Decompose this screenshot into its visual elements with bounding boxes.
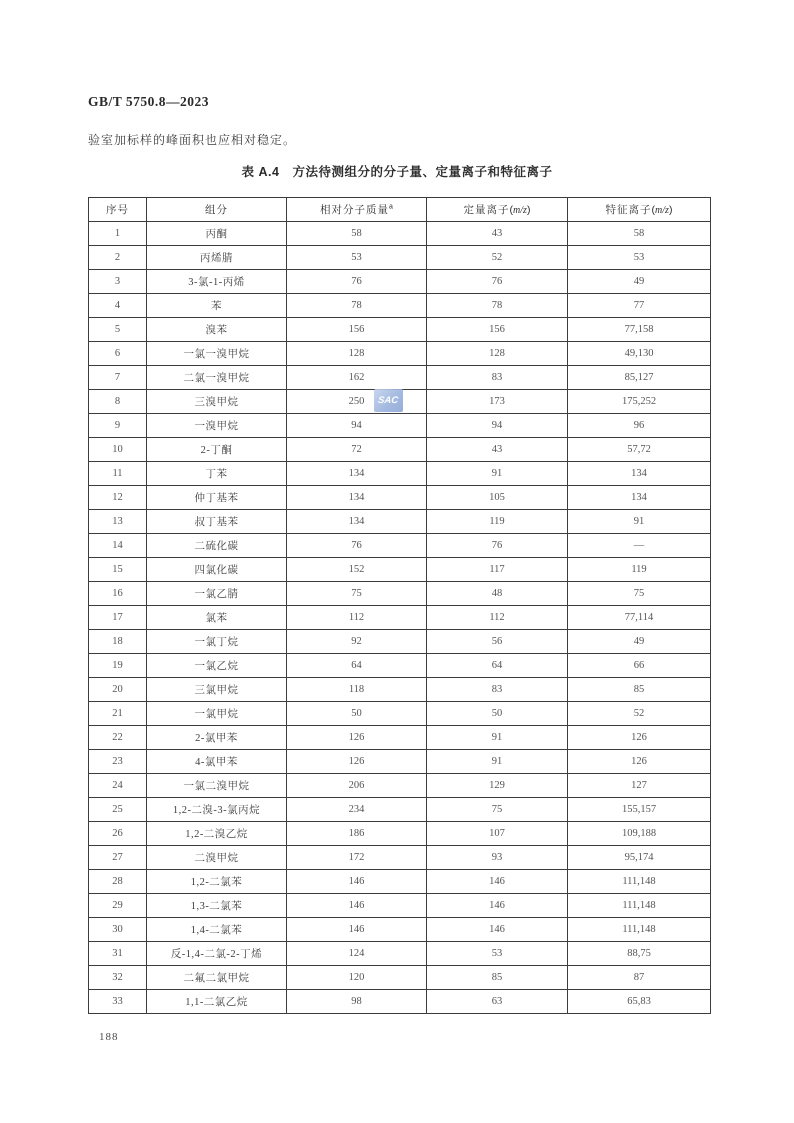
table-cell: 85,127 [568,366,711,390]
table-cell: 128 [427,342,568,366]
table-cell: 152 [287,558,427,582]
table-cell: 75 [568,582,711,606]
table-cell: 75 [427,798,568,822]
table-cell: 124 [287,942,427,966]
table-cell: 76 [427,534,568,558]
table-cell: 49 [568,270,711,294]
table-cell: 78 [427,294,568,318]
table-row [89,678,711,702]
table-cell: 53 [287,246,427,270]
table-row [89,942,711,966]
table-cell: 二溴甲烷 [147,846,287,870]
table-title: 表 A.4 方法待测组分的分子量、定量离子和特征离子 [241,165,553,179]
table-header-row [89,198,711,222]
table-cell: 155,157 [568,798,711,822]
table-cell: 19 [89,654,147,678]
table-row [89,534,711,558]
table-row [89,318,711,342]
table-cell: 一氯一溴甲烷 [147,342,287,366]
table-cell: 83 [427,366,568,390]
table-cell: 75 [287,582,427,606]
table-cell: 2-氯甲苯 [147,726,287,750]
table-cell: 28 [89,870,147,894]
table-cell: 三氯甲烷 [147,678,287,702]
table-cell: 50 [427,702,568,726]
table-header [89,198,711,222]
table-cell: 23 [89,750,147,774]
table-cell: 33 [89,990,147,1014]
table-row [89,750,711,774]
table-cell: 13 [89,510,147,534]
table-cell: 6 [89,342,147,366]
table-cell: 32 [89,966,147,990]
table-cell: 53 [427,942,568,966]
table-cell: 91 [568,510,711,534]
table-row [89,486,711,510]
table-cell: 3 [89,270,147,294]
table-cell: 134 [568,486,711,510]
table-cell: 二氯一溴甲烷 [147,366,287,390]
table-cell: 一氯乙烷 [147,654,287,678]
table-row [89,846,711,870]
table-row [89,726,711,750]
table-cell: 30 [89,918,147,942]
table-cell: 5 [89,318,147,342]
table-cell: 88,75 [568,942,711,966]
table-cell: 91 [427,726,568,750]
table-cell: 1,1-二氯乙烷 [147,990,287,1014]
table-cell: 43 [427,222,568,246]
table-cell: 77,114 [568,606,711,630]
table-cell: 56 [427,630,568,654]
table-row [89,510,711,534]
table-cell: 134 [287,462,427,486]
table-cell: 1,3-二氯苯 [147,894,287,918]
table-cell: 66 [568,654,711,678]
table-cell: 16 [89,582,147,606]
table-cell: 156 [427,318,568,342]
table-cell: 129 [427,774,568,798]
table-cell: 48 [427,582,568,606]
table-cell: 叔丁基苯 [147,510,287,534]
table-cell: 91 [427,750,568,774]
table-row [89,606,711,630]
table-cell: 一氯二溴甲烷 [147,774,287,798]
table-row [89,822,711,846]
table-cell: 9 [89,414,147,438]
table-cell: 丙酮 [147,222,287,246]
table-cell: 一溴甲烷 [147,414,287,438]
table-cell: 2 [89,246,147,270]
table-cell: 76 [287,534,427,558]
table-cell: 43 [427,438,568,462]
table-cell: 146 [427,870,568,894]
table-row [89,414,711,438]
table-cell: 146 [427,894,568,918]
table-cell: 118 [287,678,427,702]
table-cell: 83 [427,678,568,702]
table-cell: 二硫化碳 [147,534,287,558]
table-row [89,966,711,990]
components-ions-table [88,197,711,1014]
table-cell: 64 [287,654,427,678]
table-cell: 57,72 [568,438,711,462]
table-cell: 22 [89,726,147,750]
table-cell: 1,2-二溴-3-氯丙烷 [147,798,287,822]
table-cell: 111,148 [568,894,711,918]
table-cell: 12 [89,486,147,510]
table-cell: 49 [568,630,711,654]
table-cell: 92 [287,630,427,654]
table-header-cell: 特征离子(m/z) [568,198,711,222]
table-cell: 仲丁基苯 [147,486,287,510]
table-cell: 105 [427,486,568,510]
table-cell: 21 [89,702,147,726]
table-cell: 126 [568,726,711,750]
table-row [89,774,711,798]
table-row [89,894,711,918]
table-cell: 85 [568,678,711,702]
table-row [89,870,711,894]
table-cell: 250 [287,390,427,414]
page-number: 188 [99,1031,119,1043]
table-cell: 134 [568,462,711,486]
table-cell: 85 [427,966,568,990]
table-cell: 65,83 [568,990,711,1014]
table-cell: 50 [287,702,427,726]
sac-watermark-logo [374,389,403,412]
table-cell: 206 [287,774,427,798]
table-row [89,918,711,942]
table-cell: 111,148 [568,870,711,894]
table-cell: 10 [89,438,147,462]
table-cell: 3-氯-1-丙烯 [147,270,287,294]
table-cell: 一氯乙腈 [147,582,287,606]
table-cell: 119 [427,510,568,534]
table-cell: 氯苯 [147,606,287,630]
table-cell: 反-1,4-二氯-2-丁烯 [147,942,287,966]
table-cell: 25 [89,798,147,822]
table-row [89,630,711,654]
table-cell: 109,188 [568,822,711,846]
table-cell: 1,2-二氯苯 [147,870,287,894]
table-cell: 87 [568,966,711,990]
table-cell: 111,148 [568,918,711,942]
table-cell: 234 [287,798,427,822]
table-cell: 29 [89,894,147,918]
table-cell: 丁苯 [147,462,287,486]
table-row [89,270,711,294]
table-cell: 一氯甲烷 [147,702,287,726]
table-row [89,462,711,486]
table-cell: 17 [89,606,147,630]
table-cell: 112 [427,606,568,630]
table-cell: 1,4-二氯苯 [147,918,287,942]
table-body [89,222,711,1014]
table-cell: 76 [287,270,427,294]
table-cell: 120 [287,966,427,990]
table-cell: 146 [287,870,427,894]
table-cell: 52 [427,246,568,270]
table-row [89,342,711,366]
table-cell: 77,158 [568,318,711,342]
table-cell: 一氯丁烷 [147,630,287,654]
table-cell: 162 [287,366,427,390]
table-row [89,582,711,606]
table-row [89,798,711,822]
table-cell: 117 [427,558,568,582]
table-cell: 丙烯腈 [147,246,287,270]
table-cell: 128 [287,342,427,366]
table-cell: 95,174 [568,846,711,870]
table-header-cell: 相对分子质量$^a$ [287,198,427,222]
table-cell: — [568,534,711,558]
intro-paragraph: 验室加标样的峰面积也应相对稳定。 [88,133,297,147]
table-cell: 二氟二氯甲烷 [147,966,287,990]
table-cell: 126 [287,750,427,774]
standard-number: GB/T 5750.8—2023 [88,94,210,109]
table-cell: 93 [427,846,568,870]
sac-watermark-text: SAC [377,394,400,406]
table-cell: 1 [89,222,147,246]
table-cell: 72 [287,438,427,462]
table-row [89,990,711,1014]
table-cell: 31 [89,942,147,966]
table-cell: 134 [287,510,427,534]
table-cell: 苯 [147,294,287,318]
table-row [89,222,711,246]
table-cell: 64 [427,654,568,678]
table-cell: 76 [427,270,568,294]
table-cell: 63 [427,990,568,1014]
table-cell: 53 [568,246,711,270]
table-row [89,702,711,726]
table-header-cell: 定量离子(m/z) [427,198,568,222]
table-cell: 91 [427,462,568,486]
table-cell: 96 [568,414,711,438]
table-cell: 2-丁酮 [147,438,287,462]
table-cell: 溴苯 [147,318,287,342]
table-row [89,558,711,582]
table-cell: 49,130 [568,342,711,366]
table-cell: 146 [427,918,568,942]
table-cell: 126 [287,726,427,750]
table-cell: 15 [89,558,147,582]
table-cell: 20 [89,678,147,702]
table-cell: 156 [287,318,427,342]
table-cell: 18 [89,630,147,654]
table-header-cell: 组分 [147,198,287,222]
table-cell: 24 [89,774,147,798]
table-cell: 186 [287,822,427,846]
table-row [89,294,711,318]
table-cell: 27 [89,846,147,870]
table-cell: 14 [89,534,147,558]
table-cell: 52 [568,702,711,726]
table-cell: 1,2-二溴乙烷 [147,822,287,846]
table-row [89,654,711,678]
table-cell: 7 [89,366,147,390]
table-cell: 26 [89,822,147,846]
table-cell: 173 [427,390,568,414]
table-cell: 127 [568,774,711,798]
table-cell: 146 [287,894,427,918]
table-cell: 112 [287,606,427,630]
table-cell: 94 [427,414,568,438]
table-cell: 146 [287,918,427,942]
table-cell: 94 [287,414,427,438]
table-cell: 11 [89,462,147,486]
table-cell: 78 [287,294,427,318]
table-cell: 77 [568,294,711,318]
table-cell: 172 [287,846,427,870]
table-cell: 134 [287,486,427,510]
table-row [89,366,711,390]
table-cell: 4 [89,294,147,318]
table-cell: 98 [287,990,427,1014]
table-cell: 126 [568,750,711,774]
table-cell: 三溴甲烷 [147,390,287,414]
table-cell: 4-氯甲苯 [147,750,287,774]
table-cell: 58 [287,222,427,246]
table-cell: 58 [568,222,711,246]
table-cell: 8 [89,390,147,414]
table-cell: 175,252 [568,390,711,414]
table-row [89,246,711,270]
table-cell: 四氯化碳 [147,558,287,582]
table-header-cell: 序号 [89,198,147,222]
table-cell: 119 [568,558,711,582]
table-cell: 107 [427,822,568,846]
table-row [89,438,711,462]
